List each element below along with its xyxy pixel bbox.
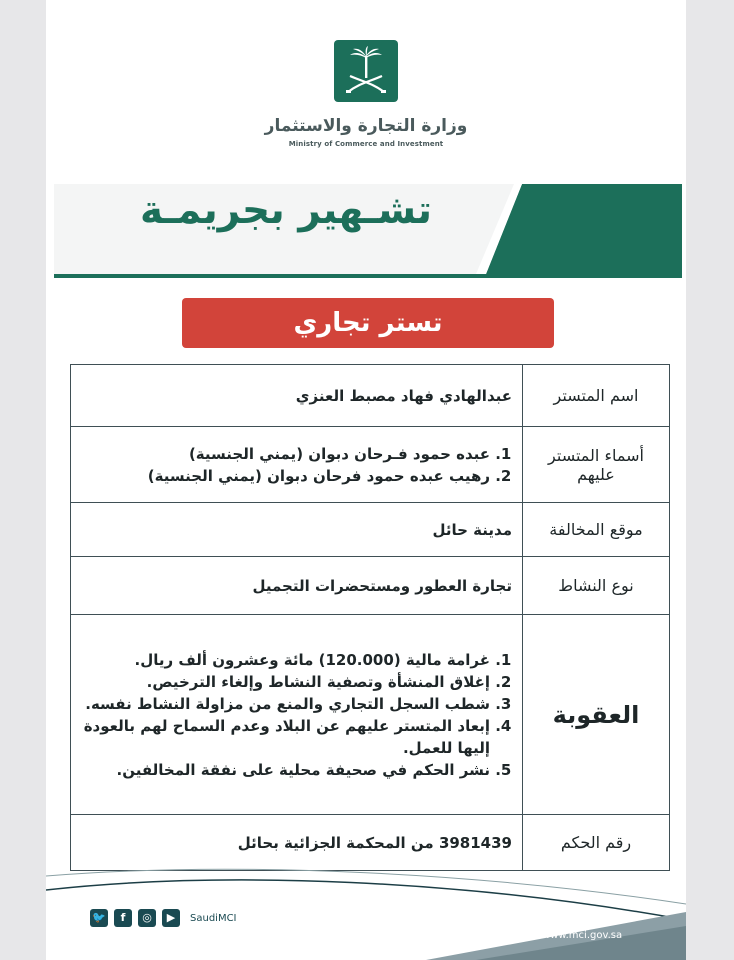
row-label: نوع النشاط bbox=[523, 557, 670, 615]
table-row bbox=[71, 503, 670, 557]
row-label: أسماء المتستر عليهم bbox=[523, 427, 670, 503]
list-item: 1. غرامة مالية (120.000) مائة وعشرون ألف ريال. bbox=[81, 649, 490, 671]
ministry-name-english: Ministry of Commerce and Investment bbox=[288, 140, 444, 148]
table-row bbox=[71, 615, 670, 815]
list-item: 2. إغلاق المنشأة وتصفية النشاط وإلغاء الترخيص. bbox=[81, 671, 490, 693]
announcement-page bbox=[46, 0, 686, 960]
social-links bbox=[90, 908, 237, 928]
list-item: 4. إبعاد المتستر عليهم عن البلاد وعدم السماح لهم بالعودة إليها للعمل. bbox=[81, 715, 490, 759]
row-label: رقم الحكم bbox=[523, 815, 670, 871]
concealed-persons bbox=[71, 427, 523, 503]
table-row bbox=[71, 427, 670, 503]
instagram-icon[interactable]: ◎ bbox=[138, 909, 156, 927]
website-link[interactable]: www.mci.gov.sa bbox=[542, 930, 623, 941]
facebook-icon[interactable]: f bbox=[114, 909, 132, 927]
list-item: 1. عبده حمود فـرحان دبوان (يمني الجنسية) bbox=[81, 443, 490, 465]
twitter-icon[interactable]: 🐦 bbox=[90, 909, 108, 927]
social-handle: SaudiMCI bbox=[190, 912, 237, 924]
crime-type-badge: تستر تجاري bbox=[182, 298, 554, 348]
row-label: العقوبة bbox=[523, 615, 670, 815]
list-item: 5. نشر الحكم في صحيفة محلية على نفقة المخالفين. bbox=[81, 759, 490, 781]
violation-location: مدينة حائل bbox=[71, 503, 523, 557]
penalties bbox=[71, 615, 523, 815]
list-item: 2. رهيب عبده حمود فرحان دبوان (يمني الجنسية) bbox=[81, 465, 490, 487]
row-label: موقع المخالفة bbox=[523, 503, 670, 557]
table-row bbox=[71, 557, 670, 615]
ministry-name-arabic: وزارة التجارة والاستثمار bbox=[264, 116, 468, 136]
case-details-table bbox=[70, 364, 670, 871]
table-row bbox=[71, 365, 670, 427]
list-item: 3. شطب السجل التجاري والمنع من مزاولة النشاط نفسه. bbox=[81, 693, 490, 715]
palm-swords-emblem-icon bbox=[334, 40, 398, 102]
youtube-icon[interactable]: ▶ bbox=[162, 909, 180, 927]
banner-title: تشـهير بجريمـة bbox=[140, 188, 432, 233]
verdict-number: 3981439 من المحكمة الجزائية بحائل bbox=[71, 815, 523, 871]
activity-type: تجارة العطور ومستحضرات التجميل bbox=[71, 557, 523, 615]
row-label: اسم المتستر bbox=[523, 365, 670, 427]
ministry-logo bbox=[334, 40, 398, 102]
concealer-name: عبدالهادي فهاد مصبط العنزي bbox=[71, 365, 523, 427]
